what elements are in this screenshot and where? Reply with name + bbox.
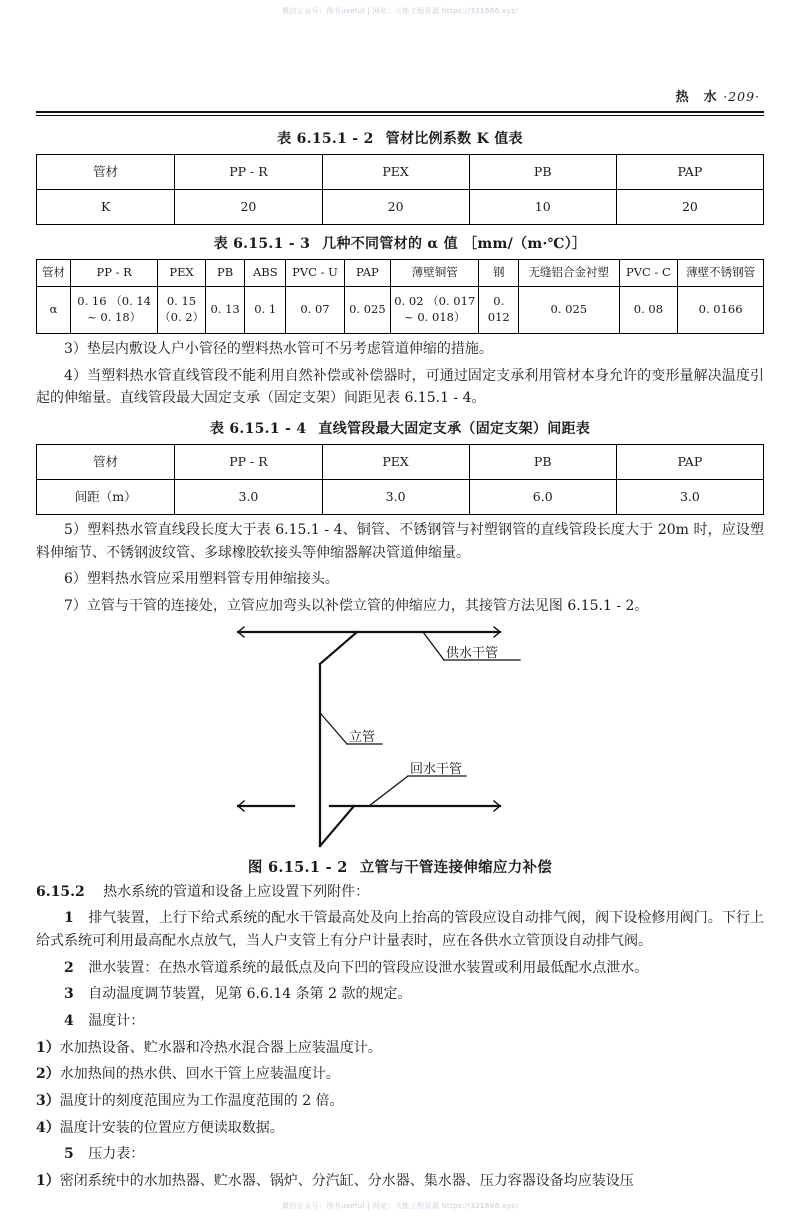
temp-subitem-2-text: 水加热间的热水供、回水干管上应装温度计。 xyxy=(59,1066,340,1083)
table-alpha-header-4: ABS xyxy=(245,260,286,287)
table-k xyxy=(36,154,764,225)
temp-subitem-3-number: 3） xyxy=(36,1093,60,1110)
table-k-cell-0-4: 20 xyxy=(616,190,763,225)
table-alpha-cell-0-2: 0. 15 （0. 2） xyxy=(158,287,206,334)
table-alpha-cell-0-10: 0. 08 xyxy=(619,287,678,334)
table-support-header-1: PP - R xyxy=(175,445,322,480)
table-alpha-cell-0-1: 0. 16 （0. 14 ~ 0. 18） xyxy=(71,287,158,334)
table-k-caption-label: 表 6.15.1 - 2 xyxy=(277,131,374,147)
paragraph-item-4: 4）当塑料热水管直线管段不能利用自然补偿或补偿器时，可通过固定支承利用管材本身允许的变形量解决温度引起的伸缩量。直线管段最大固定支承（固定支架）间距见表 6.15.1 - 4。 xyxy=(36,367,764,407)
table-k-header-1: PP - R xyxy=(175,155,322,190)
section-item-3 xyxy=(36,983,764,1006)
paragraph-item-5: 5）塑料热水管直线段长度大于表 6.15.1 - 4、铜管、不锈钢管与衬塑钢管的直线管段长度大于 20m 时，应设塑料伸缩节、不锈钢波纹管、多球橡胶软接头等伸缩器解决管道伸缩量。 xyxy=(36,522,764,561)
section-item-4-number: 4 xyxy=(64,1013,74,1030)
pressure-subitem-1-number: 1） xyxy=(36,1173,60,1190)
table-alpha-header-5: PVC - U xyxy=(286,260,345,287)
table-alpha-cell-0-5: 0. 07 xyxy=(286,287,345,334)
temp-subitem-1-text: 水加热设备、贮水器和冷热水混合器上应装温度计。 xyxy=(59,1039,382,1056)
table-alpha-cell-0-0: α xyxy=(37,287,71,334)
temp-subitem-4-text: 温度计安装的位置应方便读取数据。 xyxy=(59,1119,284,1136)
paragraph-item-3: 3）垫层内敷设人户小管径的塑料热水管可不另考虑管道伸缩的措施。 xyxy=(64,341,493,357)
supply-label-leader xyxy=(423,632,444,660)
watermark-bottom: 微信公众号：图书useful | 网址：大能工程资源 https://321686.xyz/ xyxy=(281,1202,519,1210)
table-support-header-0: 管材 xyxy=(37,445,175,480)
section-item-5 xyxy=(36,1143,764,1166)
section-item-1-text: 排气装置，上行下给式系统的配水干管最高处及向上抬高的管段应设自动排气阀，阀下设检修用阀门。下行上给式系统可利用最高配水点放气，当人户支管上有分户计量表时，应在各供水立管顶设自动排气阀。 xyxy=(36,910,764,950)
supply-main-label: 供水干管 xyxy=(446,645,499,661)
table-alpha-header-9: 无缝铝合金衬塑 xyxy=(519,260,620,287)
table-alpha-header-6: PAP xyxy=(344,260,390,287)
section-item-2-text: 泄水装置：在热水管道系统的最低点及向下凹的管段应设泄水装置或利用最低配水点泄水。 xyxy=(88,959,649,976)
watermark-top: 微信公众号：图书useful | 网址：大能工程资源 https://321686.xyz/ xyxy=(281,7,519,15)
table-k-cell-0-0: K xyxy=(37,190,175,225)
figure-caption xyxy=(36,856,764,877)
section-item-3-number: 3 xyxy=(64,986,74,1003)
pressure-subitem-1-text: 密闭系统中的水加热器、贮水器、锅炉、分汽缸、分水器、集水器、压力容器设备均应装设压 xyxy=(59,1173,634,1190)
table-support-header-4: PAP xyxy=(616,445,763,480)
table-k-header-4: PAP xyxy=(616,155,763,190)
document-body xyxy=(36,120,764,1197)
section-item-1-number: 1 xyxy=(64,910,74,927)
figure-caption-title: 立管与干管连接伸缩应力补偿 xyxy=(359,858,553,876)
table-alpha-header-0: 管材 xyxy=(37,260,71,287)
table-alpha-cell-0-4: 0. 1 xyxy=(245,287,286,334)
running-head-title: 热 水 xyxy=(675,90,718,105)
section-title: 热水系统的管道和设备上应设置下列附件： xyxy=(103,883,370,900)
temp-subitem-1 xyxy=(36,1037,764,1060)
temp-subitem-3 xyxy=(36,1090,764,1113)
table-support-cell-0-2: 3.0 xyxy=(322,480,469,515)
table-support-header-3: PB xyxy=(469,445,616,480)
figure-riser-connection xyxy=(36,624,764,854)
table-alpha-header-3: PB xyxy=(205,260,245,287)
section-item-3-text: 自动温度调节装置，见第 6.6.14 条第 2 款的规定。 xyxy=(88,986,412,1003)
table-alpha-cell-0-8: 0. 012 xyxy=(479,287,519,334)
pressure-subitem-1 xyxy=(36,1170,764,1193)
table-k-cell-0-2: 20 xyxy=(322,190,469,225)
table-alpha-cell-0-9: 0. 025 xyxy=(519,287,620,334)
supply-elbow-diagonal xyxy=(320,632,357,664)
table-row xyxy=(37,287,764,334)
table-alpha-cell-0-11: 0. 0166 xyxy=(678,287,764,334)
temp-subitem-4 xyxy=(36,1117,764,1140)
section-heading xyxy=(36,881,764,904)
temp-subitem-3-text: 温度计的刻度范围应为工作温度范围的 2 倍。 xyxy=(59,1093,344,1110)
section-item-2 xyxy=(36,957,764,980)
table-k-caption xyxy=(36,128,764,148)
return-label-leader xyxy=(369,776,408,806)
table-support-caption-label: 表 6.15.1 - 4 xyxy=(209,421,307,438)
table-k-cell-0-1: 20 xyxy=(175,190,322,225)
section-item-2-number: 2 xyxy=(64,959,74,976)
return-main-label: 回水干管 xyxy=(410,761,463,777)
header-rule xyxy=(36,111,764,116)
table-support-cell-0-0: 间距（m） xyxy=(37,480,175,515)
table-k-header-2: PEX xyxy=(322,155,469,190)
paragraph-item-6: 6）塑料热水管应采用塑料管专用伸缩接头。 xyxy=(64,571,339,588)
table-support-cell-0-3: 6.0 xyxy=(469,480,616,515)
running-head xyxy=(676,86,760,105)
table-k-header-3: PB xyxy=(469,155,616,190)
table-alpha-header-10: PVC - C xyxy=(619,260,678,287)
table-support-caption-title: 直线管段最大固定支承（固定支架）间距表 xyxy=(318,421,591,438)
table-row xyxy=(37,155,764,190)
page-number: ·209· xyxy=(723,89,760,104)
table-alpha-caption-title: 几种不同管材的 α 值 ［mm/（m·℃）］ xyxy=(322,236,587,252)
return-elbow-diagonal xyxy=(320,806,354,846)
table-row xyxy=(37,260,764,287)
riser-label-leader xyxy=(321,714,347,744)
riser-label: 立管 xyxy=(349,729,376,745)
section-item-1 xyxy=(36,907,764,952)
table-row xyxy=(37,445,764,480)
section-item-4 xyxy=(36,1010,764,1033)
table-alpha-cell-0-7: 0. 02 （0. 017 ~ 0. 018） xyxy=(391,287,479,334)
temp-subitem-1-number: 1） xyxy=(36,1039,60,1056)
table-row xyxy=(37,480,764,515)
table-support-header-2: PEX xyxy=(322,445,469,480)
table-support xyxy=(36,444,764,515)
table-alpha-header-1: PP - R xyxy=(71,260,158,287)
table-alpha-header-8: 钢 xyxy=(479,260,519,287)
section-item-5-text: 压力表： xyxy=(88,1146,145,1163)
temp-subitem-2 xyxy=(36,1063,764,1086)
table-alpha-cell-0-6: 0. 025 xyxy=(344,287,390,334)
table-alpha xyxy=(36,259,764,334)
table-k-cell-0-3: 10 xyxy=(469,190,616,225)
table-k-header-0: 管材 xyxy=(37,155,175,190)
section-item-5-number: 5 xyxy=(64,1146,74,1163)
table-alpha-header-11: 薄壁不锈钢管 xyxy=(678,260,764,287)
table-support-caption xyxy=(36,418,764,438)
figure-caption-label: 图 6.15.1 - 2 xyxy=(247,858,348,876)
table-alpha-header-2: PEX xyxy=(158,260,206,287)
table-alpha-caption-label: 表 6.15.1 - 3 xyxy=(213,236,311,252)
table-k-caption-title: 管材比例系数 K 值表 xyxy=(385,131,523,147)
section-item-4-text: 温度计： xyxy=(88,1013,145,1030)
table-alpha-cell-0-3: 0. 13 xyxy=(205,287,245,334)
paragraph-item-7: 7）立管与干管的连接处，立管应加弯头以补偿立管的伸缩应力，其接管方法见图 6.15.1 - 2。 xyxy=(64,598,649,615)
section-number: 6.15.2 xyxy=(36,883,85,900)
riser-diagram-svg xyxy=(230,624,570,854)
table-support-cell-0-4: 3.0 xyxy=(616,480,763,515)
table-support-cell-0-1: 3.0 xyxy=(175,480,322,515)
temp-subitem-4-number: 4） xyxy=(36,1119,60,1136)
table-alpha-caption xyxy=(36,233,764,253)
table-alpha-header-7: 薄壁铜管 xyxy=(391,260,479,287)
table-row xyxy=(37,190,764,225)
temp-subitem-2-number: 2） xyxy=(36,1066,60,1083)
